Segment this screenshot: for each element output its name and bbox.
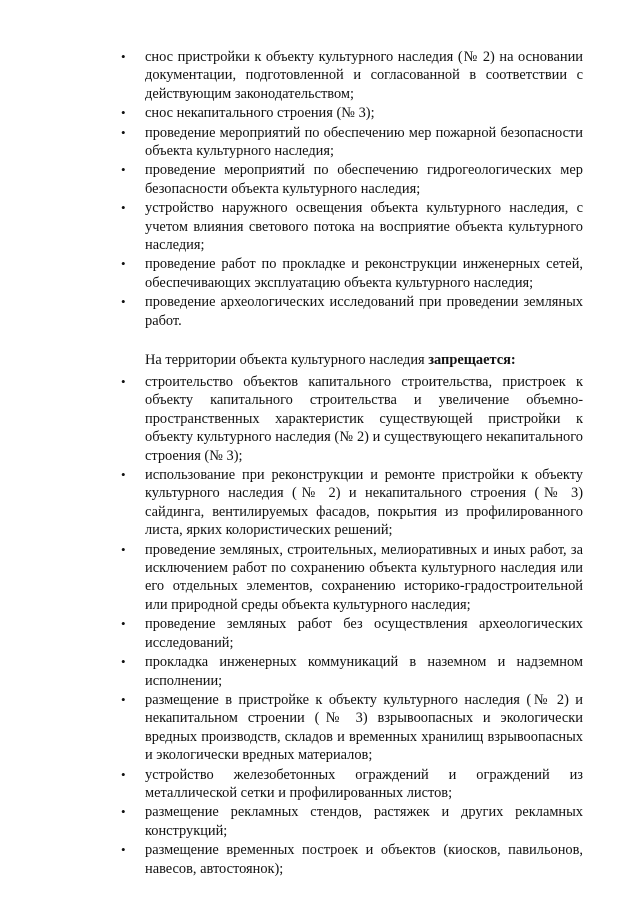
- list-item: [121, 373, 583, 465]
- bullet-icon: •: [121, 691, 126, 707]
- list-item-text: размещение в пристройке к объекту культурного наследия (№ 2) и некапитальном строении (№ 3) взрывоопасных и экологически вредных производств, складов и временных хранилищ взрывоопасных и экологически вредных материалов;: [145, 691, 583, 764]
- list-item: [121, 199, 583, 254]
- bullet-icon: •: [121, 654, 126, 670]
- prohibited-works-list: [121, 373, 583, 879]
- intro-bold-text: запрещается:: [428, 352, 516, 368]
- list-item-text: проведение работ по прокладке и реконструкции инженерных сетей, обеспечивающих эксплуатацию объекта культурного наследия;: [145, 256, 583, 291]
- bullet-icon: •: [121, 200, 126, 216]
- list-item-text: строительство объектов капитального строительства, пристроек к объекту капитального строительства и увеличение объемно-пространственных характеристик существующей пристройки к объекту культурного наследия (№ 2) и существующего некапитального строения (№ 3);: [145, 374, 583, 464]
- bullet-icon: •: [121, 616, 126, 632]
- bullet-icon: •: [121, 105, 126, 121]
- list-item-text: размещение рекламных стендов, растяжек и других рекламных конструкций;: [145, 804, 583, 839]
- list-item: [121, 653, 583, 690]
- bullet-icon: •: [121, 467, 126, 483]
- permitted-works-list: [121, 48, 583, 331]
- list-item-text: проведение земляных, строительных, мелиоративных и иных работ, за исключением работ по сохранению объекта культурного наследия или его отдельных элементов, сохранению историко-градостроительной или природной среды объекта культурного наследия;: [145, 541, 583, 613]
- list-item: [121, 541, 583, 615]
- list-item-text: проведение археологических исследований при проведении земляных работ.: [145, 294, 583, 329]
- list-item: [121, 255, 583, 292]
- bullet-icon: •: [121, 374, 126, 389]
- list-item: [121, 803, 583, 840]
- list-item: [121, 48, 583, 103]
- list-item-text: устройство наружного освещения объекта культурного наследия, с учетом влияния светового потока на восприятие объекта культурного наследия;: [145, 200, 583, 254]
- list-item-text: проведение мероприятий по обеспечению мер пожарной безопасности объекта культурного наследия;: [145, 124, 583, 160]
- list-item-text: размещение временных построек и объектов (киосков, павильонов, навесов, автостоянок);: [145, 842, 583, 877]
- list-item-text: проведение мероприятий по обеспечению гидрогеологических мер безопасности объекта культурного наследия;: [145, 162, 583, 197]
- list-item: [121, 615, 583, 652]
- list-item: [121, 161, 583, 198]
- bullet-icon: •: [121, 162, 126, 178]
- bullet-icon: •: [121, 766, 126, 782]
- bullet-icon: •: [121, 256, 126, 272]
- list-item: [121, 124, 583, 161]
- list-item-text: снос некапитального строения (№ 3);: [145, 105, 375, 122]
- list-item-text: использование при реконструкции и ремонте пристройки к объекту культурного наследия (№ 2) и некапитального строения (№ 3) сайдинга, вентилируемых фасадов, покрытия из профилированного листа, ярких колористических решений;: [145, 467, 583, 539]
- list-item-text: устройство железобетонных ограждений и ограждений из металлической сетки и профилированных листов;: [145, 766, 583, 801]
- prohibited-section-intro: [145, 351, 583, 369]
- list-item: [121, 766, 583, 803]
- list-item: [121, 691, 583, 765]
- list-item: [121, 293, 583, 330]
- bullet-icon: •: [121, 842, 126, 858]
- bullet-icon: •: [121, 804, 126, 820]
- bullet-icon: •: [121, 294, 126, 310]
- intro-text: На территории объекта культурного наследия: [145, 352, 429, 368]
- list-item-text: снос пристройки к объекту культурного наследия (№ 2) на основании документации, подготовленной и согласованной в соответствии с действующим законодательством;: [145, 49, 583, 102]
- list-item: [121, 841, 583, 878]
- list-item: [121, 466, 583, 540]
- list-item-text: прокладка инженерных коммуникаций в наземном и надземном исполнении;: [145, 654, 583, 689]
- list-item-text: проведение земляных работ без осуществления археологических исследований;: [145, 616, 583, 651]
- bullet-icon: •: [121, 49, 126, 64]
- bullet-icon: •: [121, 541, 126, 557]
- list-item: [121, 104, 583, 122]
- bullet-icon: •: [121, 124, 126, 140]
